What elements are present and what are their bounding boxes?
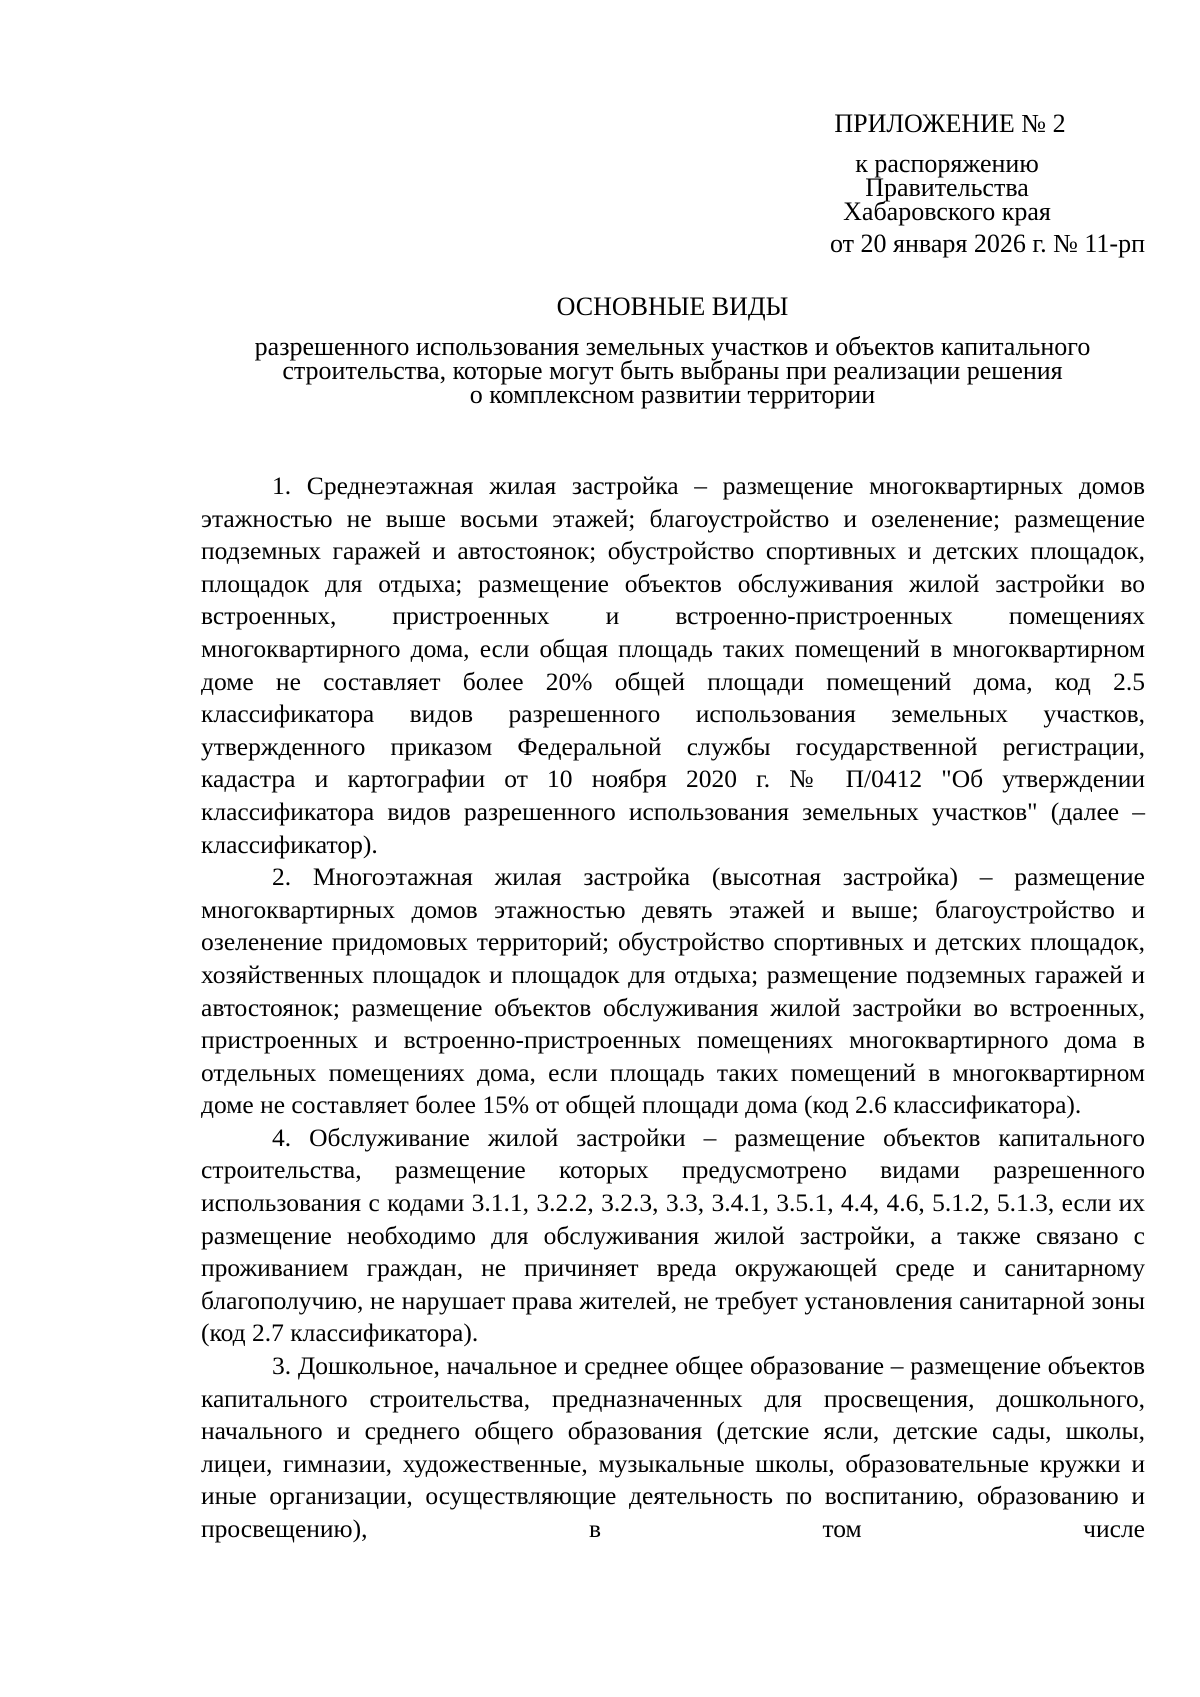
- appendix-date: от 20 января 2026 г. № 11-рп: [830, 229, 1145, 258]
- paragraph: 1. Среднеэтажная жилая застройка – размещение многоквартирных домов этажностью не выше восьми этажей; благоустройство и озеленение; размещение подземных гаражей и автостоянок; обустройство спортивных и детских площадок, площадок для отдыха; размещение объектов обслуживания жилой застройки во встроенных, пристроенных и встроенно-пристроенных помещениях многоквартирного дома, если общая площадь таких помещений в многоквартирном доме не составляет более 20% общей площади помещений дома, код 2.5 классификатора видов разрешенного использования земельных участков, утвержденного приказом Федеральной службы государственной регистрации, кадастра и картографии от 10 ноября 2020 г. № П/0412 "Об утверждении классификатора видов разрешенного использования земельных участков" (далее – классификатор).: [201, 471, 1145, 859]
- appendix-title: ПРИЛОЖЕНИЕ № 2: [834, 109, 1066, 138]
- paragraph: 3. Дошкольное, начальное и среднее общее образование – размещение объектов капитального строительства, предназначенных для просвещения, дошкольного, начального и среднего общего образования (детские ясли, детские сады, школы, лицеи, гимназии, художественные, музыкальные школы, образовательные кружки и иные организации, осуществляющие деятельность по воспитанию, образованию и просвещению), в том числе: [201, 1351, 1145, 1543]
- document-body: [201, 470, 1145, 1546]
- appendix-line: Хабаровского края: [843, 197, 1051, 226]
- heading-line: строительства, которые могут быть выбраны при реализации решения: [282, 356, 1063, 385]
- heading-title: ОСНОВНЫЕ ВИДЫ: [556, 292, 789, 321]
- appendix-line: к распоряжению: [855, 149, 1039, 178]
- heading-line: разрешенного использования земельных участков и объектов капитального: [254, 332, 1091, 361]
- document-heading: [200, 292, 1145, 409]
- paragraph: 2. Многоэтажная жилая застройка (высотная застройка) – размещение многоквартирных домов этажностью девять этажей и выше; благоустройство и озеленение придомовых территорий; обустройство спортивных и детских площадок, хозяйственных площадок и площадок для отдыха; размещение подземных гаражей и автостоянок; размещение объектов обслуживания жилой застройки во встроенных, пристроенных и встроенно-пристроенных помещениях многоквартирного дома в отдельных помещениях дома, если площадь таких помещений в многоквартирном доме не составляет более 15% от общей площади дома (код 2.6 классификатора).: [201, 862, 1145, 1120]
- paragraph: 4. Обслуживание жилой застройки – размещение объектов капитального строительства, размещение которых предусмотрено видами разрешенного использования с кодами 3.1.1, 3.2.2, 3.2.3, 3.3, 3.4.1, 3.5.1, 4.4, 4.6, 5.1.2, 5.1.3, если их размещение необходимо для обслуживания жилой застройки, а также связано с проживанием граждан, не причиняет вреда окружающей среде и санитарному благополучию, не нарушает права жителей, не требует установления санитарной зоны (код 2.7 классификатора).: [201, 1122, 1145, 1348]
- appendix-block: [760, 109, 1140, 226]
- heading-line: о комплексном развитии территории: [469, 380, 876, 409]
- appendix-line: Правительства: [865, 173, 1029, 202]
